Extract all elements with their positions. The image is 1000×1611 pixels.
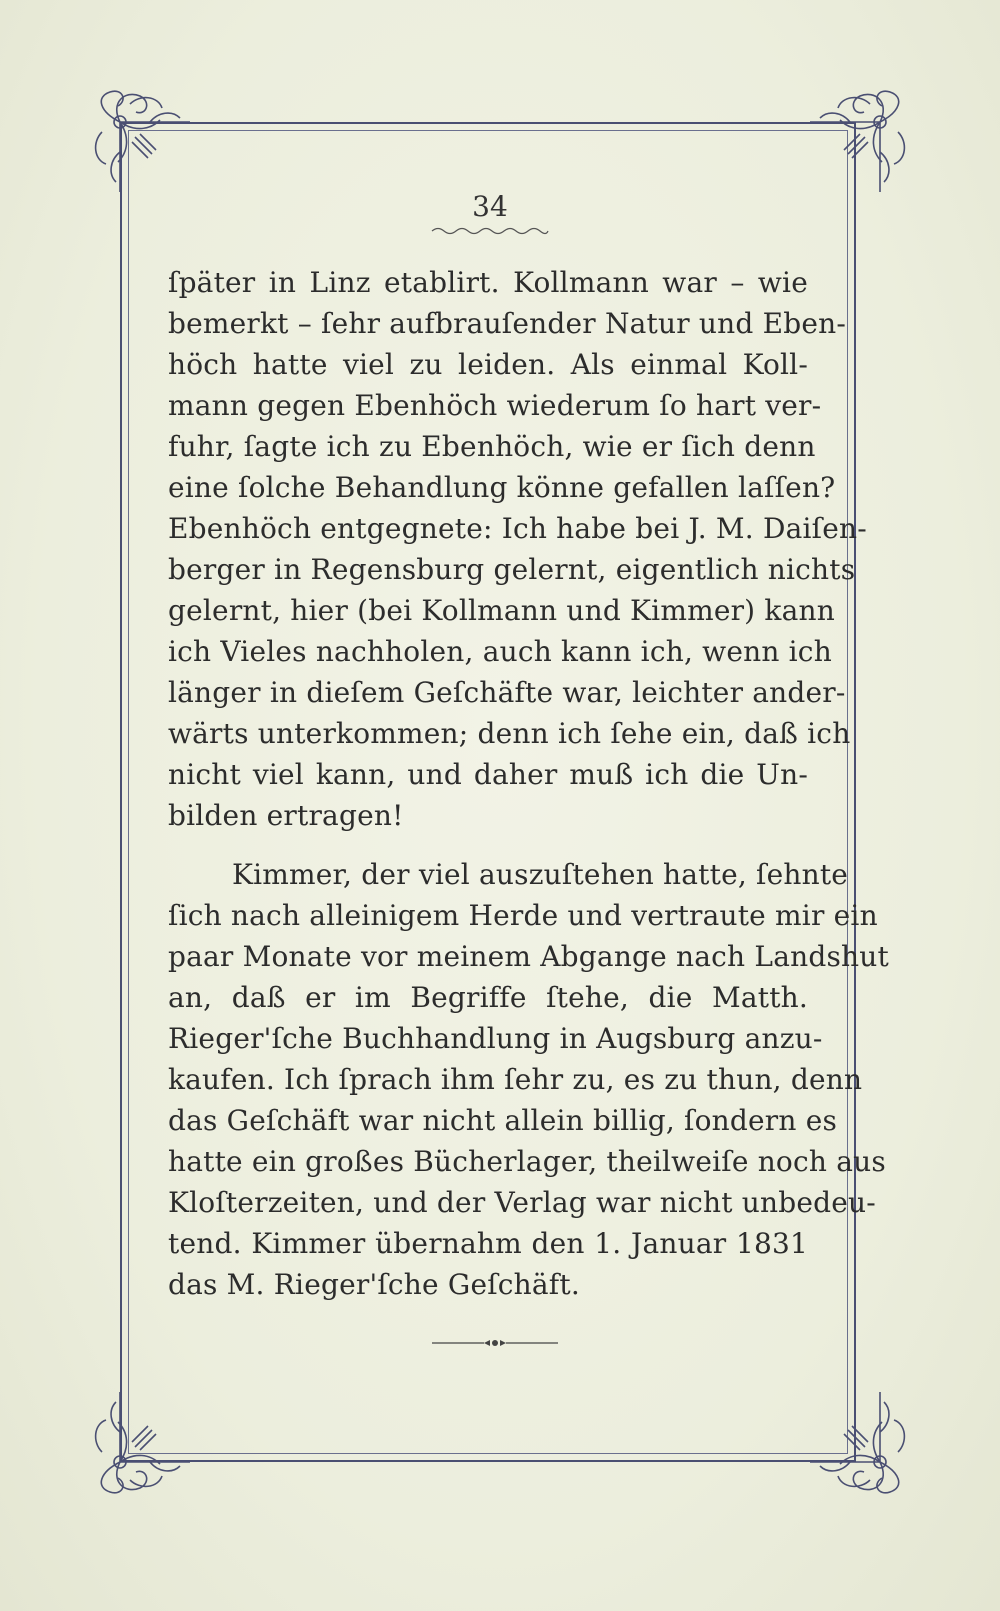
text-line: fuhr, ſagte ich zu Ebenhöch, wie er ſich denn	[168, 430, 816, 463]
text-line: kaufen. Ich ſprach ihm ſehr zu, es zu thun, denn	[168, 1063, 863, 1096]
text-line: tend. Kimmer übernahm den 1. Januar 1831	[168, 1227, 808, 1260]
text-line: paar Monate vor meinem Abgange nach Landshut	[168, 940, 889, 973]
text-line: länger in dieſem Geſchäfte war, leichter ander-	[168, 676, 846, 709]
text-line: berger in Regensburg gelernt, eigentlich nichts	[168, 553, 856, 586]
text-line: nicht viel kann, und daher muß ich die Un-	[168, 758, 808, 791]
text-line: mann gegen Ebenhöch wiederum ſo hart ver-	[168, 389, 822, 422]
text-line: gelernt, hier (bei Kollmann und Kimmer) kann	[168, 594, 835, 627]
text-line: ich Vieles nachholen, auch kann ich, wenn ich	[168, 635, 832, 668]
text-line: bemerkt – ſehr aufbrauſender Natur und Eben-	[168, 307, 847, 340]
body-text	[168, 262, 889, 1305]
text-line: das Geſchäft war nicht allein billig, ſondern es	[168, 1104, 838, 1137]
corner-ornament-bottom-right	[800, 1382, 920, 1502]
paragraph	[168, 262, 867, 836]
page-number: 34	[472, 190, 508, 223]
paragraph	[168, 854, 889, 1305]
text-line: Ebenhöch entgegnete: Ich habe bei J. M. Daiſen-	[168, 512, 867, 545]
corner-ornament-top-left	[80, 82, 200, 202]
corner-ornament-bottom-left	[80, 1382, 200, 1502]
page-number-flourish	[430, 226, 550, 236]
corner-ornament-top-right	[800, 82, 920, 202]
text-line: Kimmer, der viel auszuſtehen hatte, ſehnte	[232, 858, 849, 891]
text-line: Rieger'ſche Buchhandlung in Augsburg anzu-	[168, 1022, 823, 1055]
text-line: Kloſterzeiten, und der Verlag war nicht unbedeu-	[168, 1186, 876, 1219]
text-line: ſich nach alleinigem Herde und vertraute mir ein	[168, 899, 878, 932]
text-line: hatte ein großes Bücherlager, theilweiſe noch aus	[168, 1145, 886, 1178]
paragraph-gap	[168, 836, 808, 854]
text-line: das M. Rieger'ſche Geſchäft.	[168, 1268, 580, 1301]
text-line: ſpäter in Linz etablirt. Kollmann war – wie	[168, 266, 808, 299]
text-line: an, daß er im Begriffe ſtehe, die Matth.	[168, 981, 808, 1014]
text-line: bilden ertragen!	[168, 799, 404, 832]
text-line: höch hatte viel zu leiden. Als einmal Koll-	[168, 348, 808, 381]
text-line: eine ſolche Behandlung könne gefallen laſſen?	[168, 471, 836, 504]
end-rule-divider	[432, 1338, 558, 1348]
text-line: wärts unterkommen; denn ich ſehe ein, daß ich	[168, 717, 851, 750]
